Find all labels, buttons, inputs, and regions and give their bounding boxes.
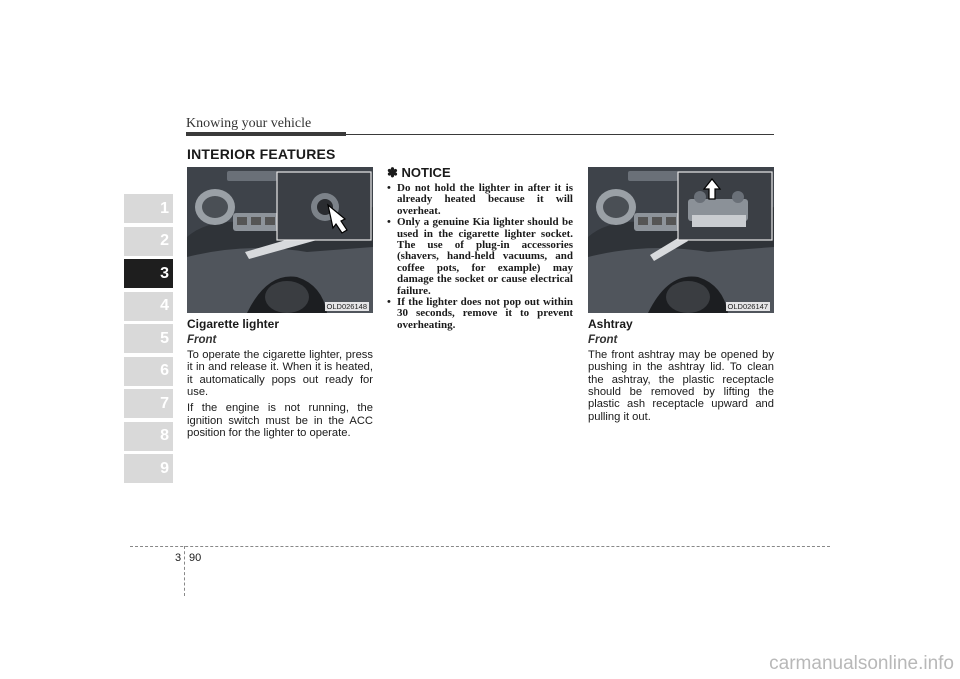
notice-item: • If the lighter does not pop out within 30 seconds, remove it to prevent overheating. [387,297,573,331]
lighter-paragraph-1: To operate the cigarette lighter, press it in and release it. When it is heated, it automatically pops out ready for use. [187,348,373,399]
chapter-tab-5[interactable]: 5 [124,324,173,353]
chapter-tab-7[interactable]: 7 [124,389,173,418]
ashtray-subtitle: Front [588,334,618,347]
watermark: carmanualsonline.info [769,653,954,674]
ashtray-title: Ashtray [588,317,633,331]
lighter-title: Cigarette lighter [187,317,280,331]
notice-heading: ✽ NOTICE [387,165,451,180]
header-bar [186,132,346,136]
lighter-photo [187,167,373,313]
footer-rule [130,546,830,547]
notice-item: • Only a genuine Kia lighter should be used in the cigarette lighter socket. The use of plug-in accessories (shavers, hand-held vacuums, and coffee pots, for example) may damage the socket or cause electrical failure. [387,217,573,297]
photo-code: OLD026148 [326,302,367,311]
chapter-tab-8[interactable]: 8 [124,422,173,451]
ashtray-paragraph-1: The front ashtray may be opened by pushing in the ashtray lid. To clean the ashtray, the plastic receptacle should be removed by lifting the plastic ash receptacle upward and pulling it out. [588,348,774,423]
footer-chapter-number: 3 [175,552,182,564]
photo-code: OLD026147 [727,302,768,311]
lighter-section [187,318,373,444]
chapter-tab-3[interactable]: 3 [124,259,173,288]
footer-page-number: 90 [189,552,202,564]
header-title: Knowing your vehicle [186,116,312,131]
ashtray-section [588,318,774,427]
chapter-tabs [124,194,173,487]
ashtray-photo [588,167,774,313]
section-title: INTERIOR FEATURES [187,146,336,162]
footer-divider [184,546,185,596]
notice-list [387,183,573,331]
header-rule [346,134,774,135]
notice-item: • Do not hold the lighter in after it is already heated because it will overheat. [387,183,573,217]
chapter-tab-4[interactable]: 4 [124,292,173,321]
lighter-paragraph-2: If the engine is not running, the ignition switch must be in the ACC position for the lighter to operate. [187,402,373,440]
chapter-tab-2[interactable]: 2 [124,227,173,256]
chapter-tab-6[interactable]: 6 [124,357,173,386]
chapter-tab-9[interactable]: 9 [124,454,173,483]
lighter-subtitle: Front [187,334,217,347]
chapter-tab-1[interactable]: 1 [124,194,173,223]
